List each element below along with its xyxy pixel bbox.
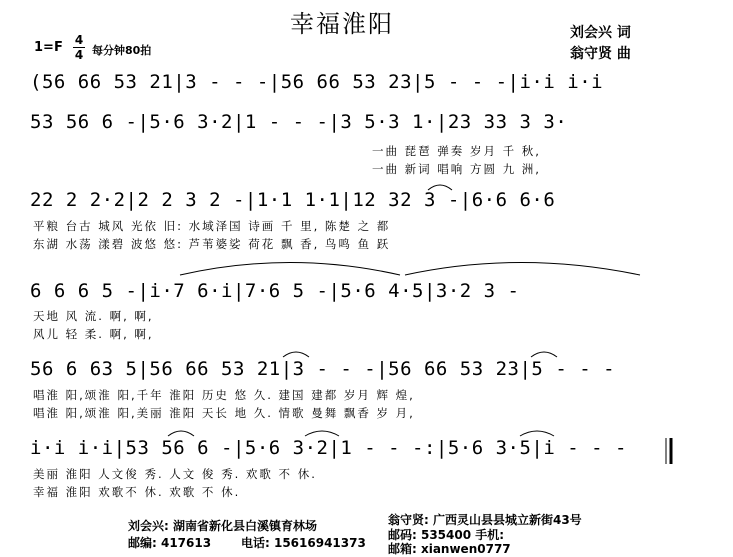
time-signature-top: 4	[74, 33, 84, 47]
lyric-line: 唱淮 阳,颂淮 阳,美丽 淮阳 天长 地 久. 情歌 曼舞 飘香 岁 月,	[33, 406, 415, 420]
lyric-line: 美丽 淮阳 人文俊 秀. 人文 俊 秀. 欢歌 不 休.	[33, 467, 317, 481]
tie-mark	[168, 431, 194, 436]
lyric-line: 一曲 琵琶 弹奏 岁月 千 秋,	[372, 144, 541, 158]
notation-row-4: 6 6 6 5 -|i·7 6·i|7·6 5 -|5·6 4·5|3·2 3 -	[30, 280, 520, 302]
tie-mark	[283, 352, 309, 357]
lyricist-credit: 刘会兴 词	[570, 25, 631, 41]
lyric-line: 唱淮 阳,颂淮 阳,千年 淮阳 历史 悠 久. 建国 建都 岁月 辉 煌,	[33, 388, 415, 402]
notation-row-6: i·i i·i|53 56 6 -|5·6 3·2|1 - - -:|5·6 3·5|i - - -	[30, 437, 627, 459]
lyric-line: 幸福 淮阳 欢歌不 休. 欢歌 不 休.	[33, 485, 241, 499]
footer-author2-postcode: 邮码: 535400 手机:	[388, 528, 505, 542]
notation-row-2: 53 56 6 -|5·6 3·2|1 - - -|3 5·3 1·|23 33 3 3·	[30, 111, 568, 133]
notation-row-5: 56 6 63 5|56 66 53 21|3 - - -|56 66 53 23|5 - - -	[30, 358, 616, 380]
footer-author1-address: 刘会兴: 湖南省新化县白溪镇育林场	[128, 519, 317, 533]
tie-mark	[520, 431, 554, 436]
notation-row-1: (56 66 53 21|3 - - -|56 66 53 23|5 - - -|i·i i·i	[30, 71, 604, 93]
tie-mark	[305, 431, 339, 436]
tempo-marking: 每分钟80拍	[92, 44, 152, 57]
lyric-line: 风儿 轻 柔. 啊, 啊,	[33, 327, 154, 341]
slur-mark	[405, 263, 640, 276]
footer-author2-address: 翁守贤: 广西灵山县县城立新街43号	[388, 513, 582, 527]
footer-author1-phone: 电话: 15616941373	[241, 536, 366, 550]
footer-author2-email: 邮箱: xianwen0777	[388, 542, 511, 556]
lyric-line: 天地 风 流. 啊, 啊,	[33, 309, 154, 323]
composer-credit: 翁守贤 曲	[570, 46, 631, 62]
lyric-line: 一曲 新词 唱响 方圆 九 洲,	[372, 162, 541, 176]
tie-mark	[531, 352, 557, 357]
slur-mark	[180, 263, 400, 276]
footer-author1-postcode: 邮编: 417613	[128, 536, 212, 550]
lyric-line: 东湖 水荡 漾碧 波悠 悠: 芦苇婆娑 荷花 飘 香, 鸟鸣 鱼 跃	[33, 237, 391, 251]
key-signature: 1=F	[34, 40, 63, 55]
song-title: 幸福淮阳	[290, 10, 394, 38]
lyric-line: 平粮 台古 城风 光依 旧: 水域泽国 诗画 千 里, 陈楚 之 都	[33, 219, 391, 233]
tie-mark	[428, 185, 452, 190]
notation-row-3: 22 2 2·2|2 2 3 2 -|1·1 1·1|12 32 3 -|6·6 6·6	[30, 189, 556, 211]
time-signature-bottom: 4	[74, 48, 84, 62]
